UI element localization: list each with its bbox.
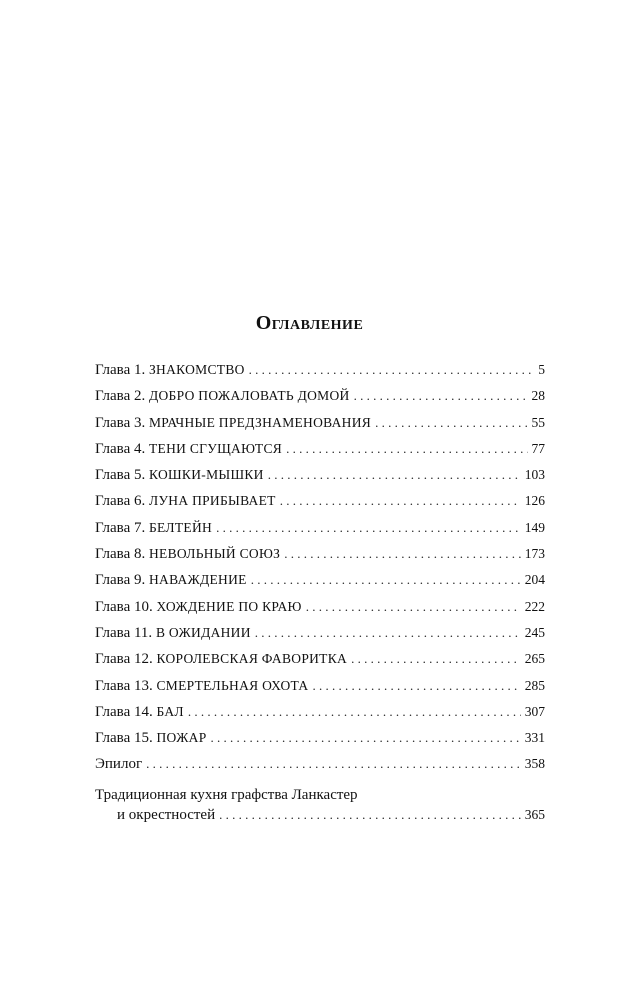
chapter-title: МРАЧНЫЕ ПРЕДЗНАМЕНОВАНИЯ xyxy=(148,414,372,430)
page-number: 28 xyxy=(531,388,545,404)
chapter-title: КОШКИ-МЫШКИ xyxy=(148,467,264,483)
chapter-number: Глава 9. xyxy=(95,572,146,589)
toc-title: Оглавление xyxy=(255,312,364,334)
chapter-number: Глава 1. xyxy=(95,362,146,378)
chapter-number: Глава 4. xyxy=(95,440,146,457)
toc-entry-label xyxy=(95,386,350,406)
toc-entry[interactable] xyxy=(95,754,545,780)
toc-entry-label xyxy=(95,413,371,433)
toc-entry-label xyxy=(95,702,184,722)
dot-leader xyxy=(216,518,521,538)
toc-entry[interactable] xyxy=(95,597,545,623)
page-number: 285 xyxy=(524,677,545,693)
chapter-title: НАВАЖДЕНИЕ xyxy=(148,572,247,588)
page-number: 331 xyxy=(524,730,545,746)
page-number: 265 xyxy=(524,651,545,667)
page-number: 55 xyxy=(531,414,545,430)
dot-leader xyxy=(306,597,521,617)
dot-leader xyxy=(375,413,527,433)
page-number: 222 xyxy=(524,598,545,614)
toc-entry[interactable] xyxy=(95,386,545,412)
table-of-contents xyxy=(95,360,545,825)
page-number: 358 xyxy=(524,756,545,772)
chapter-title: В ОЖИДАНИИ xyxy=(155,624,251,640)
dot-leader xyxy=(312,676,520,696)
chapter-title: БЕЛТЕЙН xyxy=(148,519,213,535)
toc-entry[interactable] xyxy=(95,465,545,491)
chapter-title: ПОЖАР xyxy=(156,730,207,746)
chapter-title: ТЕНИ СГУЩАЮТСЯ xyxy=(148,440,283,456)
chapter-title: КОРОЛЕВСКАЯ ФАВОРИТКА xyxy=(156,651,348,667)
toc-entry-label xyxy=(95,649,347,669)
toc-entry[interactable] xyxy=(95,518,545,544)
chapter-title: ХОЖДЕНИЕ ПО КРАЮ xyxy=(156,598,302,614)
dot-leader xyxy=(251,570,521,590)
appendix-page-number: 365 xyxy=(524,806,545,822)
chapter-number: Глава 6. xyxy=(95,493,146,510)
chapter-number: Глава 7. xyxy=(95,519,146,536)
toc-entry-label xyxy=(95,728,207,748)
chapter-number: Глава 15. xyxy=(95,730,153,747)
chapter-number: Глава 12. xyxy=(95,651,153,668)
toc-entry[interactable] xyxy=(95,413,545,439)
page-number: 103 xyxy=(524,467,545,483)
toc-entry-label xyxy=(95,465,264,485)
toc-entry-label xyxy=(95,544,280,564)
chapter-number: Глава 14. xyxy=(95,703,153,720)
toc-entry[interactable] xyxy=(95,360,545,386)
appendix-title-line1: Традиционная кухня графства Ланкастер xyxy=(95,786,358,803)
section-title: Эпилог xyxy=(95,756,143,773)
toc-entry[interactable] xyxy=(95,570,545,596)
toc-entry-label xyxy=(95,360,245,380)
dot-leader xyxy=(354,386,528,406)
dot-leader xyxy=(219,805,521,825)
chapter-number: Глава 10. xyxy=(95,598,153,615)
dot-leader xyxy=(255,623,521,643)
chapter-number: Глава 2. xyxy=(95,388,146,405)
page-number: 126 xyxy=(524,493,545,509)
dot-leader xyxy=(211,728,521,748)
toc-entry-label xyxy=(95,623,251,643)
dot-leader xyxy=(146,754,521,774)
toc-entry[interactable] xyxy=(95,676,545,702)
toc-entry-label xyxy=(95,439,282,459)
dot-leader xyxy=(351,649,521,669)
toc-entry[interactable] xyxy=(95,439,545,465)
chapter-title: ДОБРО ПОЖАЛОВАТЬ ДОМОЙ xyxy=(148,388,350,404)
page-number: 5 xyxy=(538,362,545,377)
page-number: 204 xyxy=(524,572,545,588)
dot-leader xyxy=(188,702,521,722)
toc-entry-label xyxy=(95,676,308,696)
page-number: 307 xyxy=(524,703,545,719)
toc-entry-label xyxy=(95,597,302,617)
toc-entry[interactable] xyxy=(95,702,545,728)
page-number: 77 xyxy=(531,440,545,456)
dot-leader xyxy=(284,544,521,564)
chapter-number: Глава 8. xyxy=(95,546,146,563)
page-number: 173 xyxy=(524,546,545,562)
toc-entry-label xyxy=(95,518,212,538)
toc-entry-label xyxy=(95,754,142,774)
toc-entry-label xyxy=(95,570,247,590)
dot-leader xyxy=(280,491,521,511)
toc-entry[interactable] xyxy=(95,491,545,517)
dot-leader xyxy=(249,360,535,380)
chapter-title: БАЛ xyxy=(156,703,184,719)
chapter-title: ЛУНА ПРИБЫВАЕТ xyxy=(148,493,276,509)
chapter-title: ЗНАКОМСТВО xyxy=(148,362,245,377)
page-number: 245 xyxy=(524,624,545,640)
appendix-title-line2: и окрестностей xyxy=(117,806,216,823)
chapter-title: НЕВОЛЬНЫЙ СОЮЗ xyxy=(148,546,281,562)
toc-entry[interactable] xyxy=(95,649,545,675)
toc-entry-label xyxy=(95,491,276,511)
toc-entry[interactable] xyxy=(95,623,545,649)
chapter-number: Глава 5. xyxy=(95,467,146,484)
dot-leader xyxy=(268,465,521,485)
chapter-number: Глава 3. xyxy=(95,414,146,431)
toc-entry-appendix[interactable] xyxy=(95,781,545,825)
chapter-title: СМЕРТЕЛЬНАЯ ОХОТА xyxy=(156,677,309,693)
page-number: 149 xyxy=(524,519,545,535)
chapter-number: Глава 11. xyxy=(95,624,153,641)
toc-entry[interactable] xyxy=(95,728,545,754)
chapter-number: Глава 13. xyxy=(95,677,153,694)
dot-leader xyxy=(286,439,527,459)
toc-entry[interactable] xyxy=(95,544,545,570)
